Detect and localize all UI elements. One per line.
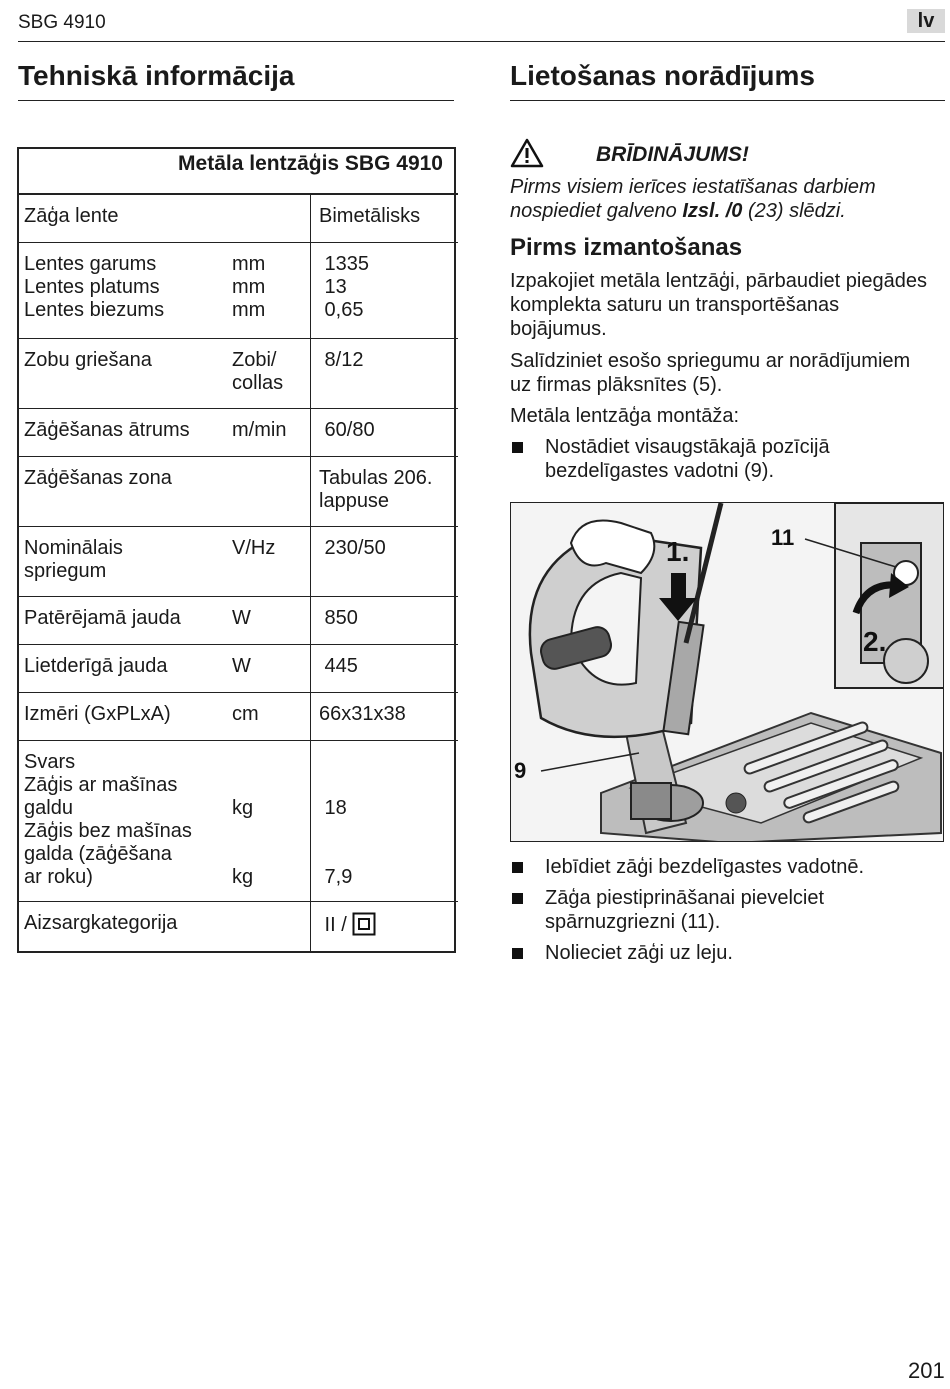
header-model: SBG 4910 [18, 12, 106, 33]
table-cell-unit: W [232, 606, 251, 629]
language-badge: lv [907, 9, 945, 33]
table-cell-value: 8/12 [311, 338, 459, 408]
list-item: Zāģa piestiprināšanai pievelciet spārnuzgriezni (11). [510, 886, 930, 934]
table-cell-value: 230/50 [311, 526, 459, 596]
table-cell-unit: V/Hz [232, 536, 276, 559]
table-row [17, 692, 458, 740]
table-cell-label: Aizsargkategorija [24, 911, 178, 934]
list-item: Iebīdiet zāģi bezdelīgastes vadotnē. [510, 855, 930, 879]
heading-rule-left [18, 100, 454, 101]
warning-text: Pirms visiem ierīces iestatīšanas darbiem nospiediet galveno Izsl. /0 (23) slēdzi. [510, 176, 876, 222]
table-cell-label: Zāģēšanas ātrums [24, 418, 190, 441]
header-rule [18, 41, 945, 42]
list-item: Nolieciet zāģi uz leju. [510, 941, 930, 965]
table-cell-value: 60/80 [311, 408, 459, 456]
table-row [17, 242, 458, 338]
switch-label: Izsl. /0 [682, 200, 743, 222]
paragraph-unpack: Izpakojiet metāla lentzāģi, pārbaudiet piegādes komplekta saturu un transportēšanas bojājumus. [510, 270, 927, 340]
table-cell-label: Zāģēšanas zona [24, 466, 172, 489]
table-cell-label: Zāģa lente [24, 205, 119, 227]
table-row [17, 456, 458, 526]
table-cell-unit: cm [232, 702, 259, 725]
page-number: 201 [908, 1358, 945, 1383]
table-cell-value: 850 [311, 596, 459, 644]
table-cell-value: 66x31x38 [311, 692, 459, 740]
section-heading-usage: Lietošanas norādījums [510, 60, 815, 91]
table-row [17, 408, 458, 456]
paragraph-voltage: Salīdziniet esošo spriegumu ar norādījumiem uz firmas plāksnītes (5). [510, 350, 911, 396]
heading-rule-right [510, 100, 945, 101]
subheading-before-use: Pirms izmantošanas [510, 234, 743, 261]
table-row [17, 901, 458, 953]
table-cell-value: II / [311, 901, 459, 953]
table-row [17, 740, 458, 901]
protection-class-icon [352, 912, 376, 936]
table-cell-unit: mm mm mm [232, 252, 266, 321]
table-cell-label: Lietderīgā jauda [24, 654, 168, 677]
table-cell-unit: W [232, 654, 251, 677]
table-row [17, 526, 458, 596]
figure-label-11: 11 [771, 525, 795, 550]
table-cell-unit [232, 901, 311, 953]
table-cell-label: Izmēri (GxPLxA) [24, 702, 171, 725]
technical-data-table [17, 147, 458, 953]
figure-label-9: 9 [514, 758, 527, 783]
table-title: Metāla lentzāģis SBG 4910 [17, 147, 458, 194]
table-row [17, 644, 458, 692]
table-row [17, 194, 458, 242]
figure-label-step1: 1. [666, 536, 690, 567]
table-cell-label: Zobu griešana [24, 348, 152, 371]
table-cell-unit [232, 194, 311, 242]
table-cell-unit: m/min [232, 418, 287, 441]
table-cell-unit: Zobi/ collas [232, 348, 284, 394]
table-cell-label: Patērējamā jauda [24, 606, 181, 629]
table-row [17, 338, 458, 408]
table-cell-label: Nominālais spriegum [24, 536, 123, 582]
table-cell-value: Bimetālisks [311, 194, 459, 242]
table-cell-unit: kg kg [232, 796, 254, 888]
table-cell-unit [232, 456, 311, 526]
paragraph-assembly: Metāla lentzāģa montāža: [510, 405, 740, 427]
table-cell-value: 1335 13 0,65 [311, 242, 459, 338]
assembly-illustration [510, 502, 944, 842]
table-cell-value: 18 7,9 [311, 740, 459, 901]
table-cell-value: Tabulas 206. lappuse [311, 456, 459, 526]
list-item: Nostādiet visaugstākajā pozīcijā bezdelīgastes vadotni (9). [510, 435, 930, 483]
warning-icon [510, 138, 544, 173]
section-heading-technical: Tehniskā informācija [18, 60, 295, 91]
figure-label-step2: 2. [863, 626, 887, 657]
table-cell-value: 445 [311, 644, 459, 692]
table-cell-label: Lentes garums Lentes platums Lentes biezums [24, 252, 165, 321]
table-row [17, 596, 458, 644]
warning-title: BRĪDINĀJUMS! [596, 143, 749, 166]
table-cell-label: Svars Zāģis ar mašīnas galdu Zāģis bez mašīnas galda (zāģēšana ar roku) [24, 750, 192, 888]
